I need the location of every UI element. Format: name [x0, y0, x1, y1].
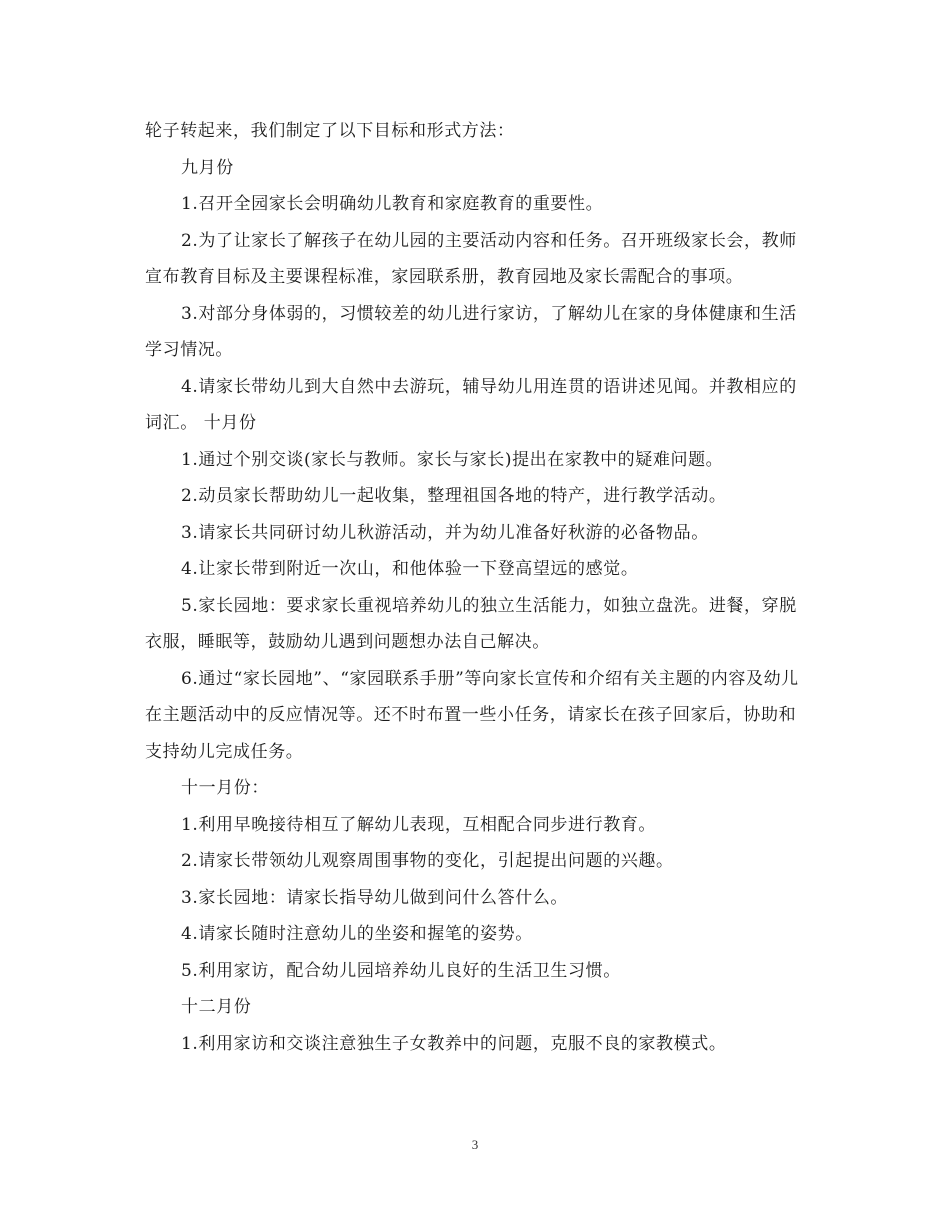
page-number: 3: [471, 1137, 479, 1152]
paragraph-sep-1: 1.召开全园家长会明确幼儿教育和家庭教育的重要性。: [181, 194, 604, 214]
paragraph-sep-4: 4.请家长带幼儿到大自然中去游玩，辅导幼儿用连贯的语讲述见闻。并教相应的词汇。 十月份: [145, 376, 797, 433]
paragraph-oct-5: 5.家长园地：要求家长重视培养幼儿的独立生活能力，如独立盘洗。进餐，穿脱衣服，睡眠等，鼓励幼儿遇到问题想办法自己解决。: [145, 595, 797, 652]
paragraph-nov-5: 5.利用家访，配合幼儿园培养幼儿良好的生活卫生习惯。: [181, 960, 621, 981]
heading-september: 九月份: [181, 157, 234, 178]
paragraph-nov-3: 3.家长园地：请家长指导幼儿做到问什么答什么。: [181, 887, 569, 908]
paragraph-oct-1: 1.通过个别交谈(家长与教师。家长与家长)提出在家教中的疑难问题。: [181, 449, 724, 470]
paragraph-oct-4: 4.让家长带到附近一次山，和他体验一下登高望远的感觉。: [181, 559, 639, 579]
paragraph-sep-3: 3.对部分身体弱的，习惯较差的幼儿进行家访，了解幼儿在家的身体健康和生活学习情况。: [145, 303, 797, 360]
heading-december: 十二月份: [181, 997, 252, 1017]
paragraph-sep-2: 2.为了让家长了解孩子在幼儿园的主要活动内容和任务。召开班级家长会，教师宣布教育目标及主要课程标准，家园联系册，教育园地及家长需配合的事项。: [145, 230, 797, 287]
paragraph-oct-6: 6.通过“家长园地”、“家园联系手册”等向家长宣传和介绍有关主题的内容及幼儿在主题活动中的反应情况等。还不时布置一些小任务，请家长在孩子回家后，协助和支持幼儿完成任务。: [145, 668, 799, 762]
paragraph-intro: 轮子转起来，我们制定了以下目标和形式方法：: [145, 121, 515, 141]
document-body: [145, 113, 805, 1062]
paragraph-oct-2: 2.动员家长帮助幼儿一起收集，整理祖国各地的特产，进行教学活动。: [181, 486, 727, 506]
paragraph-dec-1: 1.利用家访和交谈注意独生子女教养中的问题，克服不良的家教模式。: [181, 1033, 727, 1054]
paragraph-nov-2: 2.请家长带领幼儿观察周围事物的变化，引起提出问题的兴趣。: [181, 851, 674, 871]
paragraph-nov-1: 1.利用早晚接待相互了解幼儿表现，互相配合同步进行教育。: [181, 814, 657, 835]
paragraph-oct-3: 3.请家长共同研讨幼儿秋游活动，并为幼儿准备好秋游的必备物品。: [181, 522, 709, 543]
paragraph-nov-4: 4.请家长随时注意幼儿的坐姿和握笔的姿势。: [181, 924, 533, 944]
heading-november: 十一月份：: [181, 778, 269, 798]
